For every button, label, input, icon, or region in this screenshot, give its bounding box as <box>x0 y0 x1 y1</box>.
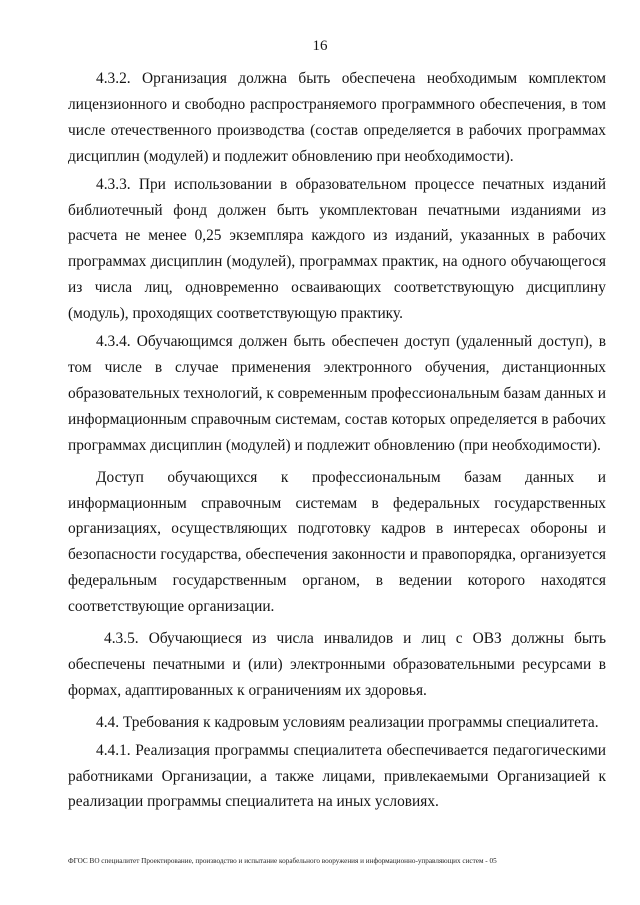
page-footer: ФГОС ВО специалитет Проектирование, производство и испытание корабельного вооружения и информационно-управляющих систем - 05 <box>68 857 497 865</box>
paragraph-access: Доступ обучающихся к профессиональным базам данных и информационным справочным системам в федеральных государственных организациях, осуществляющих подготовку кадров в интересах обороны и безопасности государства, обеспечения законности и правопорядка, организуется федеральным государственным органом, в ведении которого находятся соответствующие организации. <box>68 468 606 616</box>
paragraph-4-3-2: 4.3.2. Организация должна быть обеспечена необходимым комплектом лицензионного и свободно распространяемого программного обеспечения, в том числе отечественного производства (состав определяется в рабочих программах дисциплин (модулей) и подлежит обновлению при необходимости). <box>68 70 606 165</box>
paragraph-4-4: 4.4. Требования к кадровым условиям реализации программы специалитета. <box>96 713 599 731</box>
document-body <box>68 66 606 817</box>
paragraph-4-4-1: 4.4.1. Реализация программы специалитета обеспечивается педагогическими работниками Организации, а также лицами, привлекаемыми Организацией к реализации программы специалитета на иных условиях. <box>68 741 606 811</box>
paragraph-4-3-5: 4.3.5. Обучающиеся из числа инвалидов и лиц с ОВЗ должны быть обеспечены печатными и (или) электронными образовательными ресурсами в формах, адаптированных к ограничениям их здоровья. <box>68 630 606 699</box>
paragraph-4-3-3: 4.3.3. При использовании в образовательном процессе печатных изданий библиотечный фонд должен быть укомплектован печатными изданиями из расчета не менее 0,25 экземпляра каждого из изданий, указанных в рабочих программах дисциплин (модулей), программах практик, на одного обучающегося из числа лиц, одновременно осваивающих соответствующую дисциплину (модуль), проходящих соответствующую практику. <box>68 175 606 323</box>
paragraph-4-3-4: 4.3.4. Обучающимся должен быть обеспечен доступ (удаленный доступ), в том числе в случае применения электронного обучения, дистанционных образовательных технологий, к современным профессиональным базам данных и информационным справочным системам, состав которых определяется в рабочих программах дисциплин (модулей) и подлежит обновлению (при необходимости). <box>68 333 606 454</box>
page-number: 16 <box>312 38 328 54</box>
